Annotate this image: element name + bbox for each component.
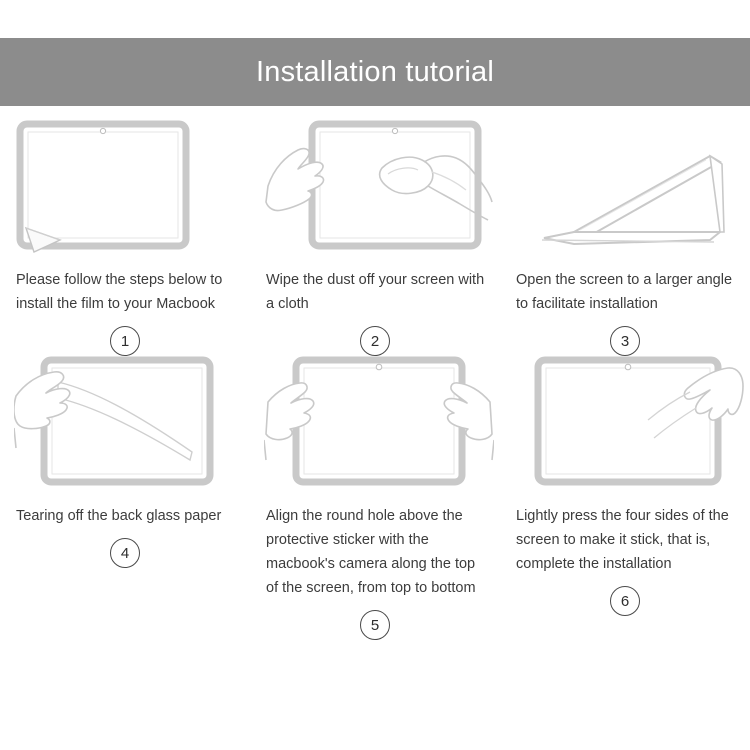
step-1-illustration: [14, 120, 244, 255]
step-2-illustration: [264, 120, 494, 255]
step-5-illustration: [264, 356, 494, 491]
step-number-badge: 5: [360, 610, 390, 640]
step-1: [0, 120, 250, 356]
step-6: [500, 356, 750, 640]
steps-grid: [0, 120, 750, 640]
step-5: [250, 356, 500, 640]
page-title: Installation tutorial: [256, 55, 494, 88]
step-2: [250, 120, 500, 356]
step-3-illustration: [514, 120, 744, 255]
step-4-number-wrap: [10, 538, 240, 568]
step-6-number-wrap: [510, 586, 740, 616]
step-4-illustration: [14, 356, 244, 491]
step-2-caption: Wipe the dust off your screen with a cloth: [266, 272, 485, 312]
step-6-caption: Lightly press the four sides of the screen to make it stick, that is, complete the installation: [516, 508, 729, 572]
step-number-badge: 1: [110, 326, 140, 356]
step-3-caption: Open the screen to a larger angle to facilitate installation: [516, 272, 733, 312]
step-4: [0, 356, 250, 640]
step-number-badge: 3: [610, 326, 640, 356]
step-number-badge: 4: [110, 538, 140, 568]
step-5-number-wrap: [260, 610, 490, 640]
step-4-caption: Tearing off the back glass paper: [16, 508, 222, 524]
step-5-caption: Align the round hole above the protective sticker with the macbook's camera along the top of the screen, from top to bottom: [266, 508, 476, 596]
step-1-caption: Please follow the steps below to install the film to your Macbook: [16, 272, 223, 312]
step-number-badge: 2: [360, 326, 390, 356]
step-3: [500, 120, 750, 356]
step-6-illustration: [514, 356, 744, 491]
step-3-number-wrap: [510, 326, 740, 356]
step-1-number-wrap: [10, 326, 240, 356]
step-number-badge: 6: [610, 586, 640, 616]
header-banner: [0, 38, 750, 106]
step-2-number-wrap: [260, 326, 490, 356]
